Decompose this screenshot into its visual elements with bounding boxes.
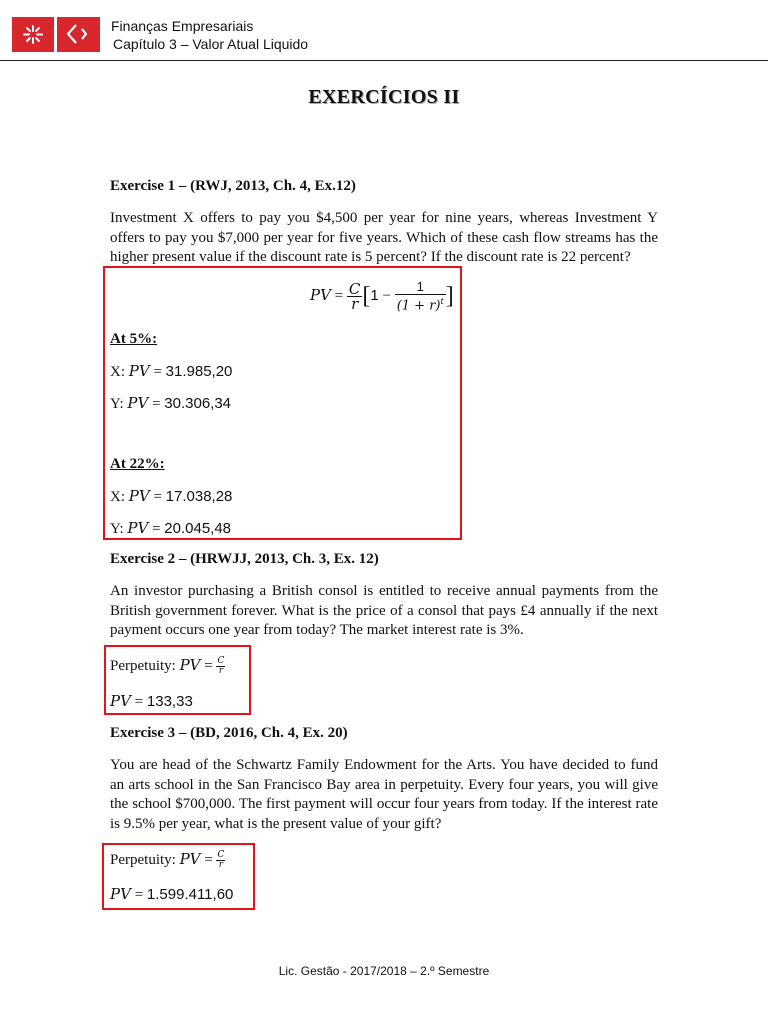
perpetuity-formula-2: Perpetuity: PV = $\frac{C}{r}$ [110, 850, 225, 871]
page-title: EXERCÍCIOS II [308, 86, 460, 108]
exercise-2-title: Exercise 2 – (HRWJJ, 2013, Ch. 3, Ex. 12) [110, 551, 379, 567]
exercise-2-text: An investor purchasing a British consol is entitled to receive annual payments from the British government forever. What is the price of a consol that pays £4 annually if the next payment occurs one year from today? The market interest rate is 3%. [110, 583, 658, 638]
document-header-subtitle: Capítulo 3 – Valor Atual Liquido [113, 36, 309, 52]
rate-5-y-result: Y: PV = 30.306,34 [110, 394, 232, 412]
exercise-1-title: Exercise 1 – (RWJ, 2013, Ch. 4, Ex.12) [110, 178, 356, 194]
rate-5-x-result: X: PV = 31.985,20 [110, 362, 233, 380]
page-footer: Lic. Gestão - 2017/2018 – 2.º Semestre [278, 964, 490, 978]
exercise-3-result: PV = 1.599.411,60 [110, 885, 234, 903]
exercise-1-text: Investment X offers to pay you $4,500 per year for nine years, whereas Investment Y offers to pay you $7,000 per year for five years. Which of these cash flow streams has the higher present value if the discount rate is 5 percent? If the discount rate is 22 percent? [110, 210, 658, 265]
exercise-3-title: Exercise 3 – (BD, 2016, Ch. 4, Ex. 20) [110, 725, 348, 741]
exercise-2-result: PV = 133,33 [110, 692, 193, 710]
pv-annuity-formula: PV = $\frac{C}{r}$ [1 − $\frac{1}{(1 + r)^t}$ ] [310, 279, 454, 314]
university-logo [12, 17, 100, 52]
exercise-3-text: You are head of the Schwartz Family Endowment for the Arts. You have decided to fund an arts school in the San Francisco Bay area in perpetuity. Every four years, you will give the school $700,000. The first payment will occur four years from today. If the interest rate is 9.5% per year, what is the present value of your gift? [110, 757, 658, 832]
header-divider [0, 60, 768, 61]
rate-22-heading: At 22%: [110, 456, 165, 472]
perpetuity-formula: Perpetuity: PV = $\frac{C}{r}$ [110, 656, 225, 677]
document-header-title: Finanças Empresariais [111, 18, 254, 34]
rate-5-heading: At 5%: [110, 331, 158, 347]
rate-22-x-result: X: PV = 17.038,28 [110, 487, 233, 505]
rate-22-y-result: Y: PV = 20.045,48 [110, 519, 232, 537]
